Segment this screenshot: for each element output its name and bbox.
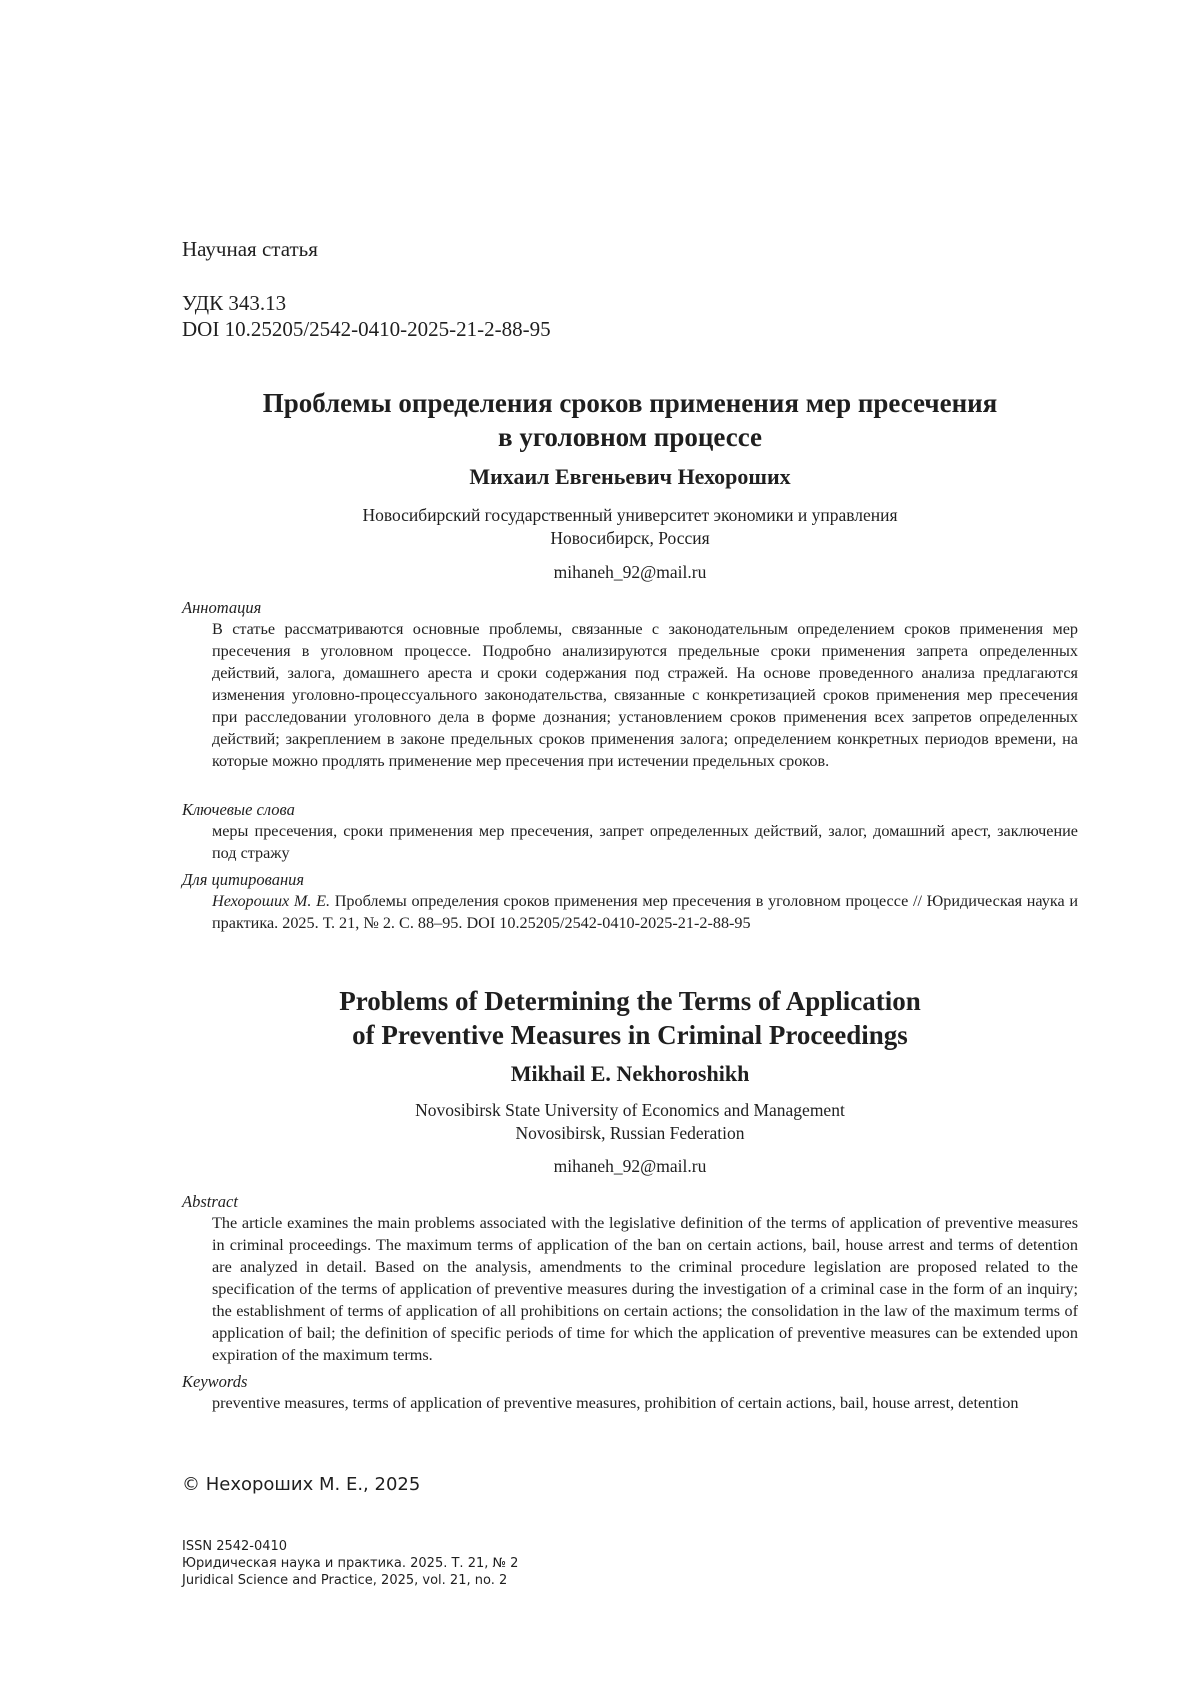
- keywords-text-ru: меры пресечения, сроки применения мер пресечения, запрет определенных действий, залог, домашний арест, заключение под стражу: [212, 822, 1078, 862]
- keywords-label-en: Keywords: [182, 1372, 248, 1391]
- keywords-label-ru: Ключевые слова: [182, 800, 295, 819]
- title-en-line1: Problems of Determining the Terms of Application: [339, 986, 921, 1016]
- affiliation-en-line1: Novosibirsk State University of Economics and Management: [415, 1100, 845, 1120]
- title-en: [182, 984, 1078, 1052]
- affiliation-ru-line2: Новосибирск, Россия: [550, 528, 710, 548]
- abstract-text-en: The article examines the main problems associated with the legislative definition of the terms of application of preventive measures in criminal proceedings. The maximum terms of application of the ban on certain actions, bail, house arrest and terms of detention are analyzed in detail. Based on the analysis, amendments to the criminal procedure legislation are proposed related to the specification of the terms of application of preventive measures during the investigation of a criminal case in the form of an inquiry; the establishment of terms of application of all prohibitions on certain actions; the consolidation in the law of the maximum terms of application of bail; the definition of specific periods of time for which the application of preventive measures can be extended upon expiration of the maximum terms.: [212, 1214, 1078, 1364]
- title-ru-line1: Проблемы определения сроков применения мер пресечения: [262, 388, 998, 418]
- title-ru-line2: в уголовном процессе: [497, 422, 763, 452]
- journal-footer: [182, 1538, 518, 1589]
- keywords-text-en: preventive measures, terms of application of preventive measures, prohibition of certain actions, bail, house arrest, detention: [212, 1394, 1019, 1412]
- journal-name-ru: Юридическая наука и практика. 2025. Т. 21, № 2: [182, 1556, 519, 1571]
- affiliation-ru: [182, 504, 1078, 550]
- udc-code: УДК 343.13: [182, 291, 287, 315]
- citation-author: Нехороших М. Е.: [212, 892, 331, 910]
- affiliation-en: [182, 1099, 1078, 1145]
- citation-text: Проблемы определения сроков применения мер пресечения в уголовном процессе // Юридическая наука и практика. 2025. Т. 21, № 2. С. 88–95. DOI 10.25205/2542-0410-2025-21-2-88-95: [212, 892, 1078, 932]
- issn: ISSN 2542-0410: [182, 1539, 288, 1554]
- affiliation-en-line2: Novosibirsk, Russian Federation: [515, 1123, 745, 1143]
- title-ru: [182, 386, 1078, 454]
- doi: DOI 10.25205/2542-0410-2025-21-2-88-95: [182, 317, 551, 341]
- email-en: mihaneh_92@mail.ru: [553, 1156, 707, 1176]
- abstract-label-ru: Аннотация: [182, 598, 262, 617]
- journal-name-en: Juridical Science and Practice, 2025, vol. 21, no. 2: [182, 1573, 508, 1588]
- title-en-line2: of Preventive Measures in Criminal Proceedings: [352, 1020, 908, 1050]
- copyright: © Нехороших М. Е., 2025: [182, 1474, 421, 1495]
- author-ru: Михаил Евгеньевич Нехороших: [469, 464, 791, 489]
- abstract-label-en: Abstract: [182, 1192, 238, 1211]
- citation-label-ru: Для цитирования: [182, 870, 305, 889]
- article-type: Научная статья: [182, 237, 318, 261]
- author-en: Mikhail E. Nekhoroshikh: [510, 1061, 750, 1086]
- citation-ru: [212, 890, 1078, 934]
- abstract-text-ru: В статье рассматриваются основные проблемы, связанные с законодательным определением сроков применения мер пресечения в уголовном процессе. Подробно анализируются предельные сроки применения запрета определенных действий, залога, домашнего ареста и сроки содержания под стражей. На основе проведенного анализа предлагаются изменения уголовно-процессуального законодательства, связанные с конкретизацией сроков применения мер пресечения при расследовании уголовного дела в форме дознания; установлением сроков применения всех запретов определенных действий; закреплением в законе предельных сроков применения залога; определением конкретных периодов времени, на которые можно продлять применение мер пресечения при истечении предельных сроков.: [212, 620, 1078, 770]
- email-ru: mihaneh_92@mail.ru: [553, 562, 707, 582]
- affiliation-ru-line1: Новосибирский государственный университет экономики и управления: [362, 505, 898, 525]
